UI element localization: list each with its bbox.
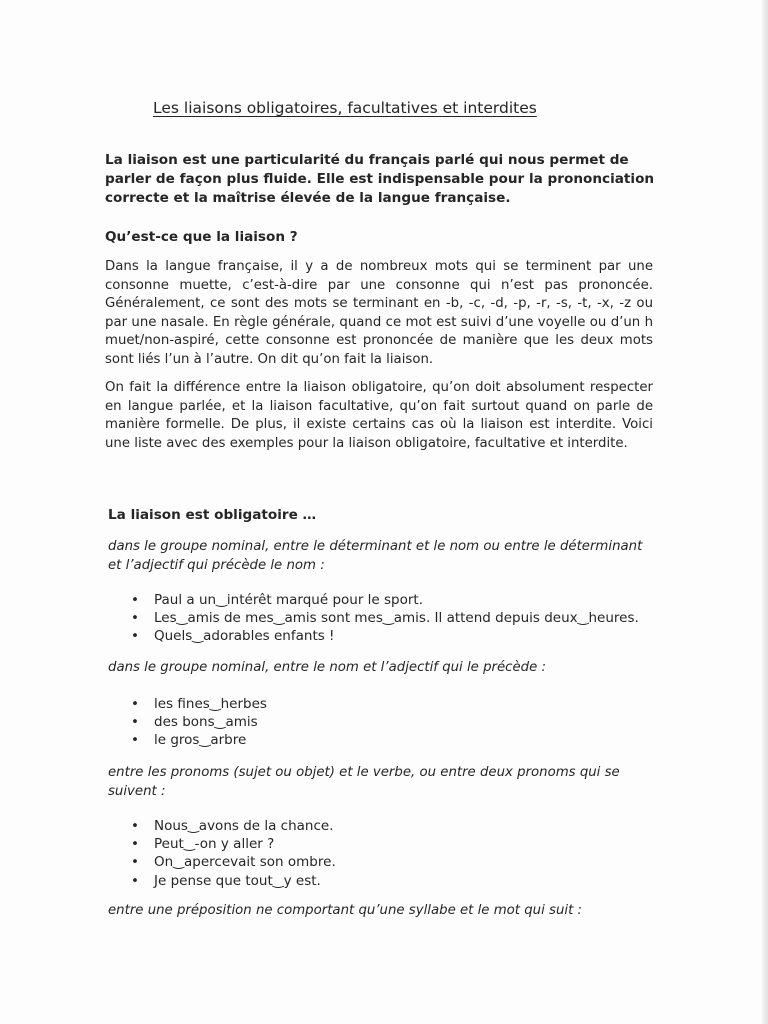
- rule-noun-adjective: dans le groupe nominal, entre le nom et l’adjectif qui le précède :: [108, 660, 546, 675]
- intro-paragraph: La liaison est une particularité du français parlé qui nous permet de parler de façon plus fluide. Elle est indispensable pour la prononciation correcte et la maîtrise élevée de la langue française.: [105, 152, 655, 206]
- example-item: • des bons‿amis: [130, 713, 267, 731]
- document-title: Les liaisons obligatoires, facultatives et interdites: [153, 99, 537, 117]
- example-item: • Les‿amis de mes‿amis sont mes‿amis. Il attend depuis deux‿heures.: [130, 609, 639, 627]
- example-item: • Je pense que tout‿y est.: [130, 872, 336, 890]
- examples-list-pronouns: [130, 817, 336, 890]
- examples-list-adjective: [130, 695, 267, 750]
- example-item: • les fines‿herbes: [130, 695, 267, 713]
- section-heading-obligatory: La liaison est obligatoire …: [108, 507, 317, 523]
- example-item: • Peut‿-on y aller ?: [130, 835, 336, 853]
- rule-pronouns-verb: entre les pronoms (sujet ou objet) et le verbe, ou entre deux pronoms qui se suivent :: [108, 765, 620, 799]
- example-item: • Nous‿avons de la chance.: [130, 817, 336, 835]
- example-item: • Paul a un‿intérêt marqué pour le sport.: [130, 591, 639, 609]
- types-paragraph: On fait la différence entre la liaison obligatoire, qu’on doit absolument respecter en langue parlée, et la liaison facultative, qu’on fait surtout quand on parle de manière formelle. De plus, il existe certains cas où la liaison est interdite. Voici une liste avec des exemples pour la liaison obligatoire, facultative et interdite.: [105, 380, 653, 451]
- section-heading-what-is-liaison: Qu’est-ce que la liaison ?: [105, 229, 298, 245]
- rule-determinant-noun: dans le groupe nominal, entre le déterminant et le nom ou entre le déterminant et l’adjectif qui précède le nom :: [108, 539, 643, 573]
- examples-list-determinant: [130, 591, 639, 646]
- example-item: • le gros‿arbre: [130, 731, 267, 749]
- definition-paragraph: Dans la langue française, il y a de nombreux mots qui se terminent par une consonne muette, c’est-à-dire par une consonne qui n’est pas prononcée. Généralement, ce sont des mots se terminant en -b, -c, -d, -p, -r, -s, -t, -x, -z ou par une nasale. En règle générale, quand ce mot est suivi d’une voyelle ou d’un h muet/non-aspiré, cette consonne est prononcée de manière que les deux mots sont liés l’un à l’autre. On dit qu’on fait la liaison.: [105, 259, 653, 367]
- page-edge-shadow: [762, 0, 768, 1024]
- example-item: • On‿apercevait son ombre.: [130, 853, 336, 871]
- rule-preposition: entre une préposition ne comportant qu’une syllabe et le mot qui suit :: [108, 903, 582, 918]
- example-item: • Quels‿adorables enfants !: [130, 627, 639, 645]
